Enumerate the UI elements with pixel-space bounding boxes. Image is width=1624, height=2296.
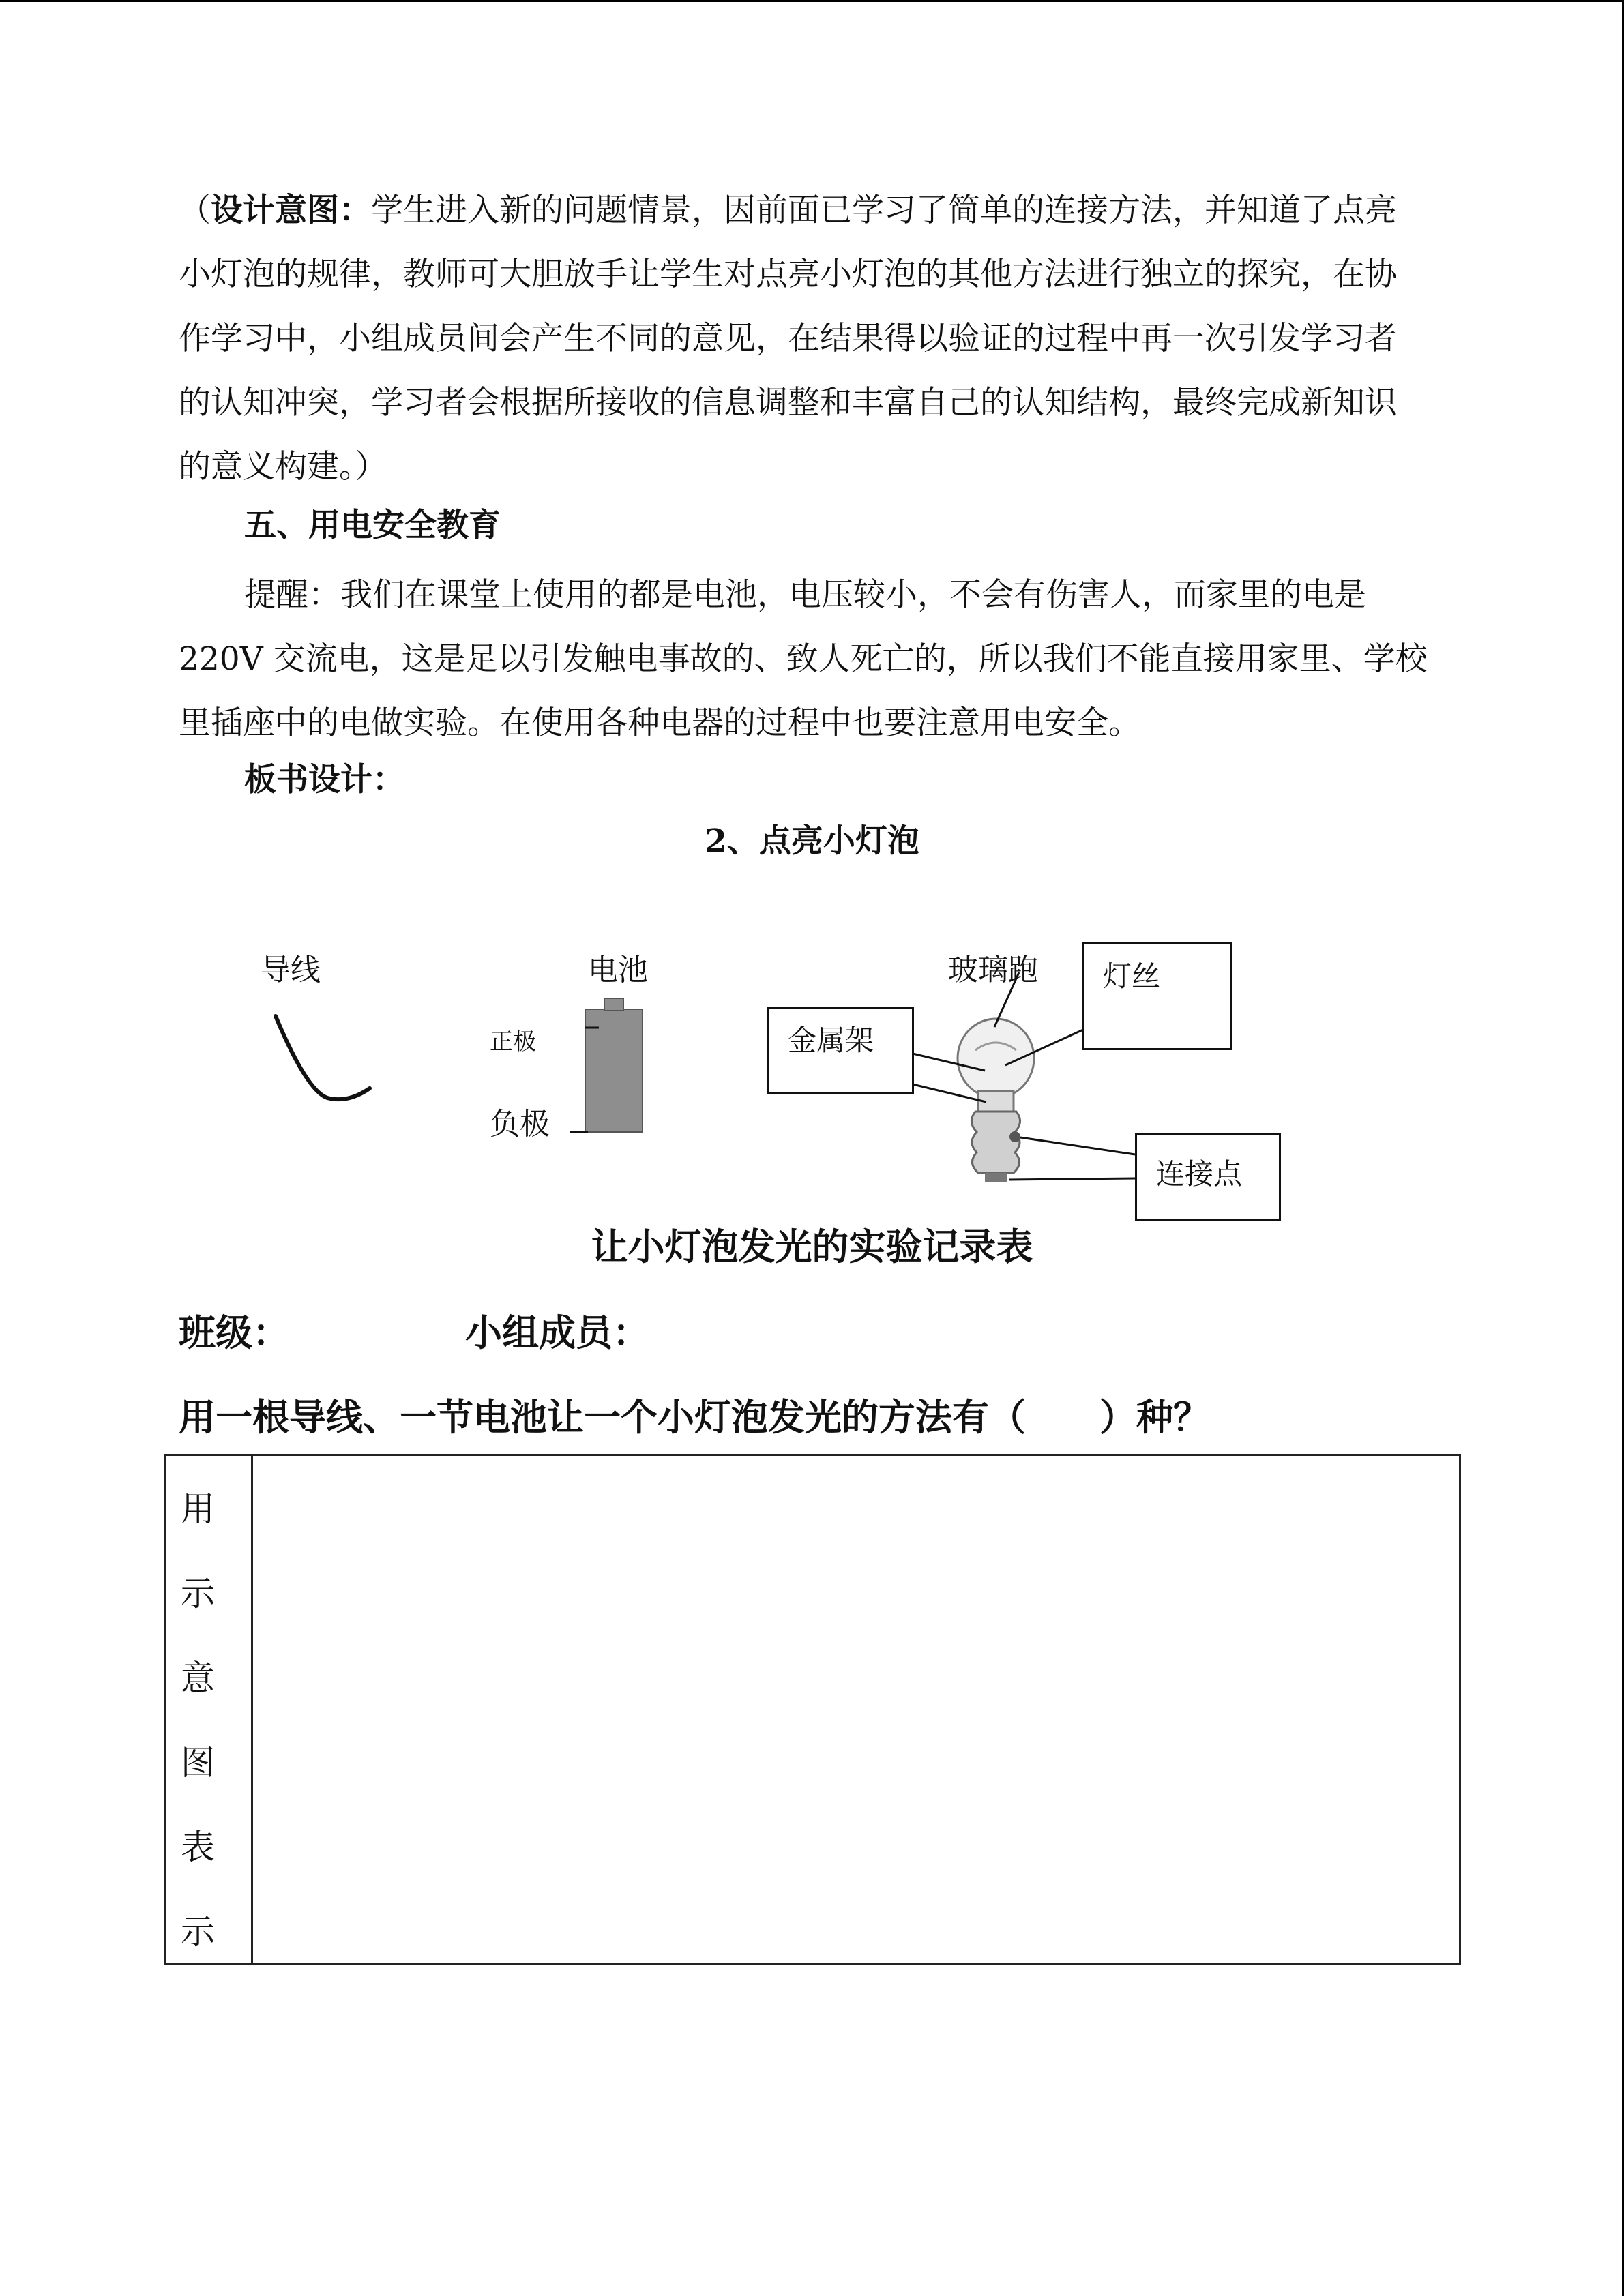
connection-pointer-2 — [1009, 1178, 1135, 1180]
connection-pointer-1 — [1020, 1137, 1135, 1154]
page-border-top — [0, 0, 1624, 2]
safety-line-3: 里插座中的电做实验。在使用各种电器的过程中也要注意用电安全。 — [179, 704, 1140, 742]
paragraph-line-3: 作学习中，小组成员间会产生不同的意见，在结果得以验证的过程中再一次引发学习者 — [179, 320, 1397, 357]
metal-frame-label: 金属架 — [788, 1024, 874, 1057]
connection-box — [1135, 1133, 1281, 1221]
record-table — [164, 1454, 1461, 1965]
positive-label: 正极 — [490, 1028, 536, 1056]
glass-label: 玻璃跑 — [948, 953, 1038, 987]
paragraph-line-4: 的认知冲突，学习者会根据所接收的信息调整和丰富自己的认知结构，最终完成新知识 — [179, 384, 1397, 421]
drawing-area[interactable] — [253, 1456, 1459, 1963]
battery-terminal-icon — [604, 998, 623, 1011]
wire-icon — [276, 1016, 370, 1099]
lightbulb-diagram — [0, 886, 1624, 1241]
connection-label: 连接点 — [1156, 1157, 1243, 1191]
metal-frame-box — [767, 1007, 914, 1094]
lightbulb-icon — [958, 1019, 1034, 1182]
paragraph-line-2: 小灯泡的规律，教师可大胆放手让学生对点亮小灯泡的其他方法进行独立的探究，在协 — [179, 256, 1397, 293]
safety-line-1: 提醒：我们在课堂上使用的都是电池，电压较小，不会有伤害人，而家里的电是 — [244, 576, 1366, 614]
negative-label: 负极 — [490, 1107, 550, 1142]
paragraph-text: 学生进入新的问题情景，因前面已学习了简单的连接方法，并知道了点亮 — [371, 192, 1397, 229]
record-table-title: 让小灯泡发光的实验记录表 — [591, 1225, 1033, 1268]
section-heading: 五、用电安全教育 — [244, 507, 501, 544]
design-intent-label: 设计意图： — [211, 192, 371, 229]
side-label-column — [166, 1456, 253, 1963]
class-label: 班级： — [179, 1311, 289, 1354]
side-char: 意 — [181, 1658, 215, 1698]
board-title: 2、点亮小灯泡 — [705, 822, 919, 860]
filament-label: 灯丝 — [1103, 959, 1161, 993]
members-label: 小组成员： — [465, 1311, 649, 1354]
side-char: 示 — [181, 1574, 215, 1613]
side-char: 图 — [181, 1743, 215, 1783]
question-text: 用一根导线、一节电池让一个小灯泡发光的方法有（ ）种？ — [179, 1395, 1210, 1439]
battery-label: 电池 — [588, 953, 648, 987]
board-design-label: 板书设计： — [244, 761, 404, 799]
side-char: 表 — [181, 1828, 215, 1867]
wire-label: 导线 — [261, 953, 321, 987]
paragraph-line-5: 的意义构建。） — [179, 448, 387, 486]
safety-line-2: 220V 交流电，这是足以引发触电事故的、致人死亡的，所以我们不能直接用家里、学校 — [179, 640, 1428, 678]
filament-box — [1082, 942, 1232, 1050]
paragraph-line-1 — [179, 179, 1446, 243]
open-paren: （ — [179, 192, 211, 229]
side-char: 示 — [181, 1912, 215, 1952]
side-char: 用 — [181, 1489, 215, 1529]
